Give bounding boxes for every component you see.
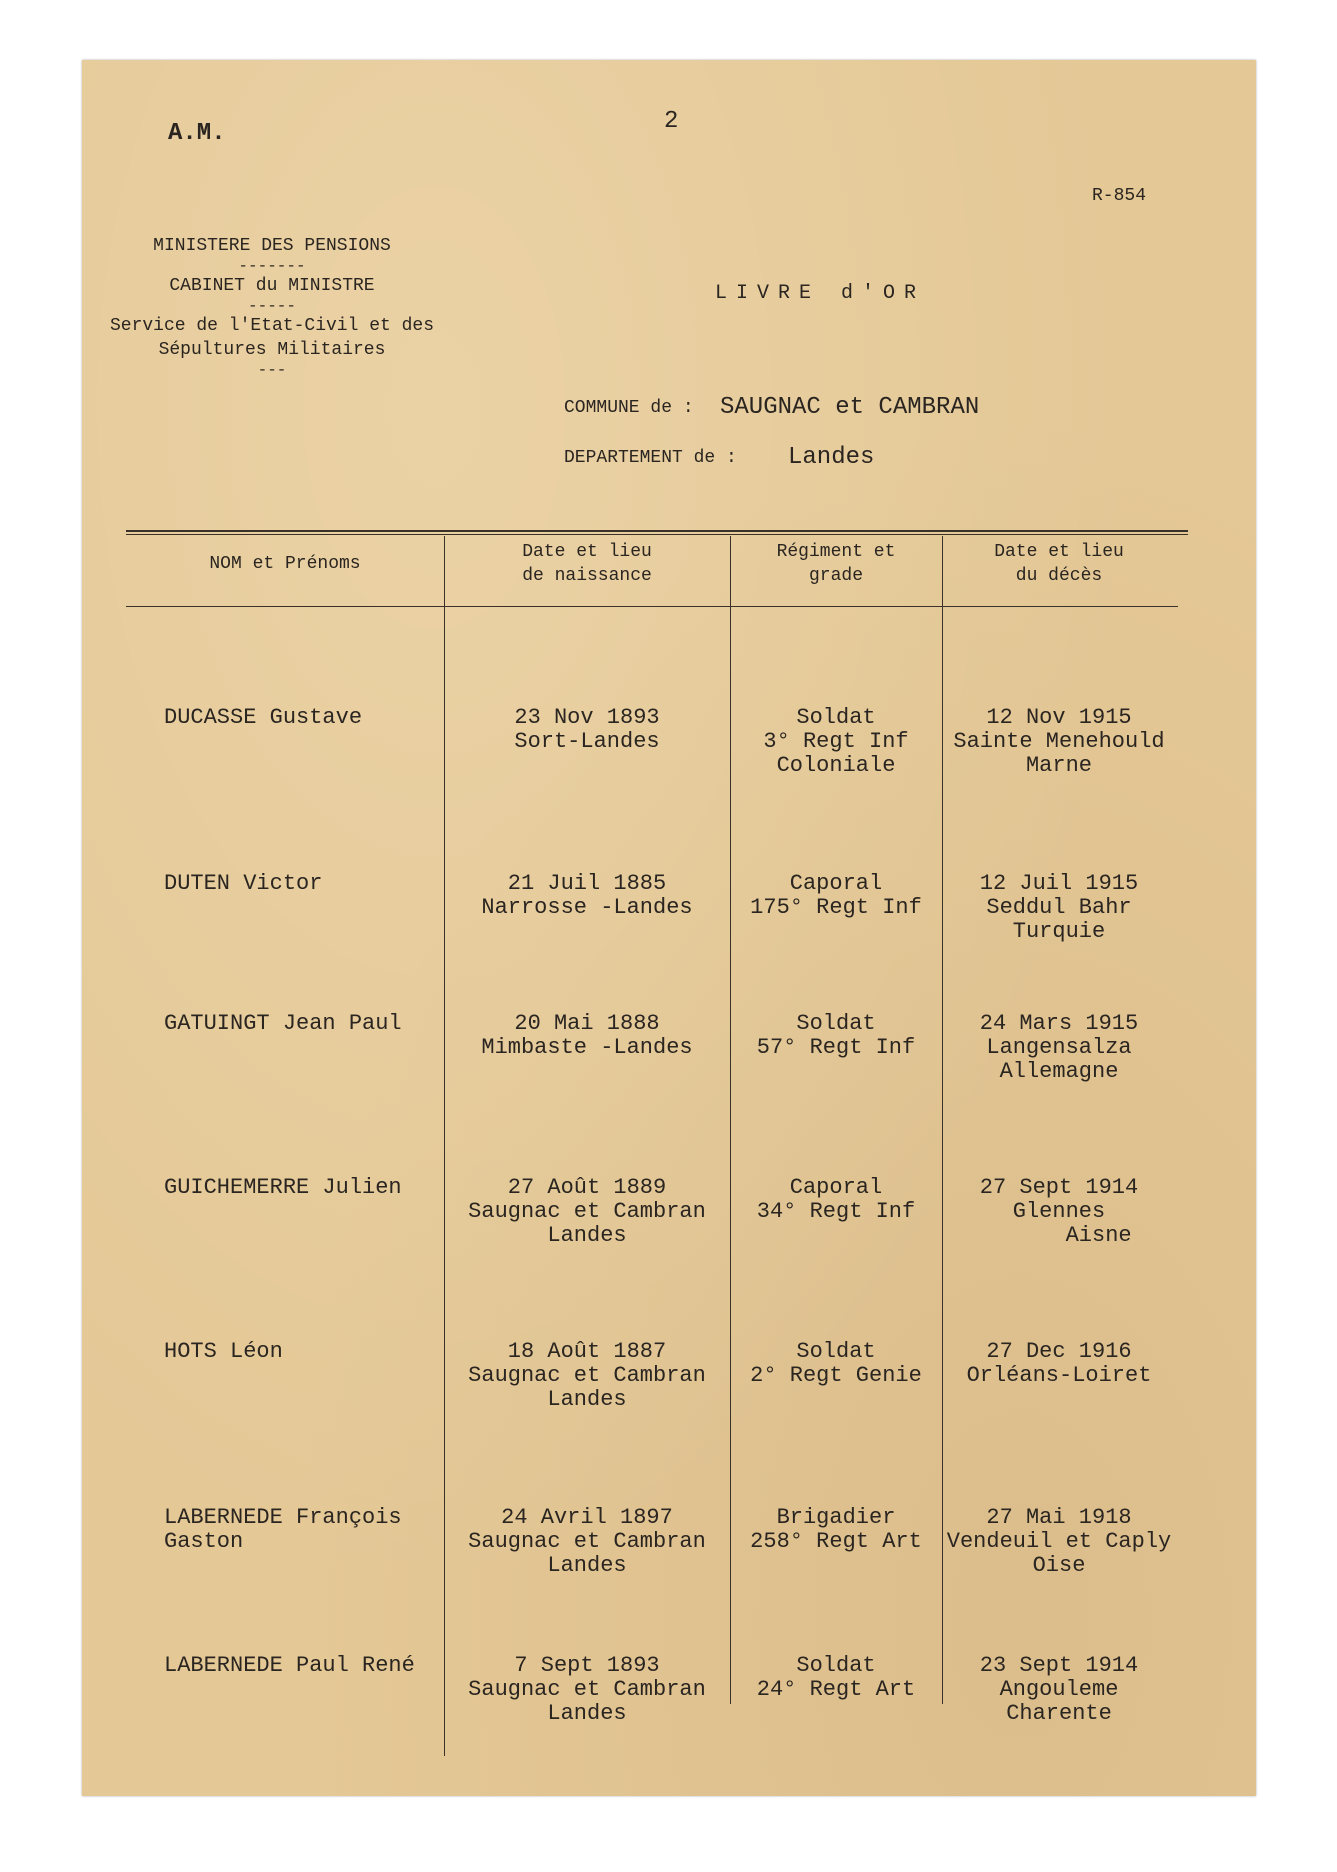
birth-info: 18 Août 1887 Saugnac et Cambran Landes — [468, 1339, 706, 1412]
death-info: 23 Sept 1914 Angouleme Charente — [979, 1653, 1139, 1726]
regiment-info: Soldat 3° Regt Inf Coloniale — [763, 705, 909, 778]
death-info: 27 Mai 1918 Vendeuil et Caply Oise — [946, 1505, 1172, 1578]
ministry-block — [102, 234, 442, 378]
divider: --- — [257, 361, 287, 379]
table-top-rule — [126, 530, 1188, 532]
service-name-line2: Sépultures Militaires — [158, 340, 386, 360]
death-info: 12 Nov 1915 Sainte Menehould Marne — [953, 705, 1165, 778]
birth-info: 21 Juil 1885 Narrosse -Landes — [481, 871, 693, 920]
regiment-info: Brigadier 258° Regt Art — [750, 1505, 922, 1554]
cabinet-name: CABINET du MINISTRE — [169, 276, 375, 296]
birth-info: 20 Mai 1888 Mimbaste -Landes — [481, 1011, 693, 1060]
table-header-rule — [126, 606, 1178, 607]
regiment-info: Soldat 57° Regt Inf — [756, 1011, 916, 1060]
header-name: NOM et Prénoms — [209, 554, 361, 574]
header-death-line1: Date et lieu — [994, 542, 1124, 562]
header-regiment-line2: grade — [808, 566, 863, 586]
person-name: LABERNEDE François Gaston — [164, 1505, 402, 1554]
divider: ------- — [238, 257, 306, 275]
header-birth-line2: de naissance — [522, 566, 652, 586]
regiment-info: Caporal 34° Regt Inf — [756, 1175, 916, 1224]
person-name: GUICHEMERRE Julien — [164, 1175, 402, 1200]
death-info: 12 Juil 1915 Seddul Bahr Turquie — [979, 871, 1139, 944]
departement-label: DEPARTEMENT de : — [564, 448, 737, 468]
header-birth-line1: Date et lieu — [522, 542, 652, 562]
death-info: 27 Dec 1916 Orléans-Loiret — [966, 1339, 1152, 1388]
document-reference: R-854 — [1092, 186, 1147, 206]
archive-mark: A.M. — [168, 120, 226, 147]
person-name: DUTEN Victor — [164, 871, 323, 896]
page-number: 2 — [664, 108, 679, 135]
service-name-line1: Service de l'Etat-Civil et des — [109, 316, 435, 336]
person-name: LABERNEDE Paul René — [164, 1653, 415, 1678]
death-info: 24 Mars 1915 Langensalza Allemagne — [979, 1011, 1139, 1084]
birth-info: 27 Août 1889 Saugnac et Cambran Landes — [468, 1175, 706, 1248]
birth-info: 23 Nov 1893 Sort-Landes — [514, 705, 660, 754]
header-death-line2: du décès — [1015, 566, 1103, 586]
regiment-info: Caporal 175° Regt Inf — [750, 871, 922, 920]
person-name: GATUINGT Jean Paul — [164, 1011, 402, 1036]
person-name: DUCASSE Gustave — [164, 705, 363, 730]
regiment-info: Soldat 2° Regt Genie — [750, 1339, 922, 1388]
header-regiment-line1: Régiment et — [776, 542, 896, 562]
departement-value: Landes — [788, 444, 875, 471]
birth-info: 24 Avril 1897 Saugnac et Cambran Landes — [468, 1505, 706, 1578]
ministry-name: MINISTERE DES PENSIONS — [153, 236, 391, 256]
header-birth — [444, 540, 730, 588]
birth-info: 7 Sept 1893 Saugnac et Cambran Landes — [468, 1653, 706, 1726]
header-regiment — [730, 540, 942, 588]
header-death — [942, 540, 1176, 588]
person-name: HOTS Léon — [164, 1339, 283, 1364]
regiment-info: Soldat 24° Regt Art — [756, 1653, 916, 1702]
commune-label: COMMUNE de : — [564, 398, 694, 418]
divider: ----- — [247, 297, 296, 315]
death-info: 27 Sept 1914 Glennes Aisne — [979, 1175, 1139, 1248]
table-top-rule-secondary — [126, 534, 1188, 535]
document-sheet — [82, 60, 1256, 1796]
document-title: LIVRE d'OR — [715, 282, 926, 305]
commune-value: SAUGNAC et CAMBRAN — [720, 394, 980, 421]
